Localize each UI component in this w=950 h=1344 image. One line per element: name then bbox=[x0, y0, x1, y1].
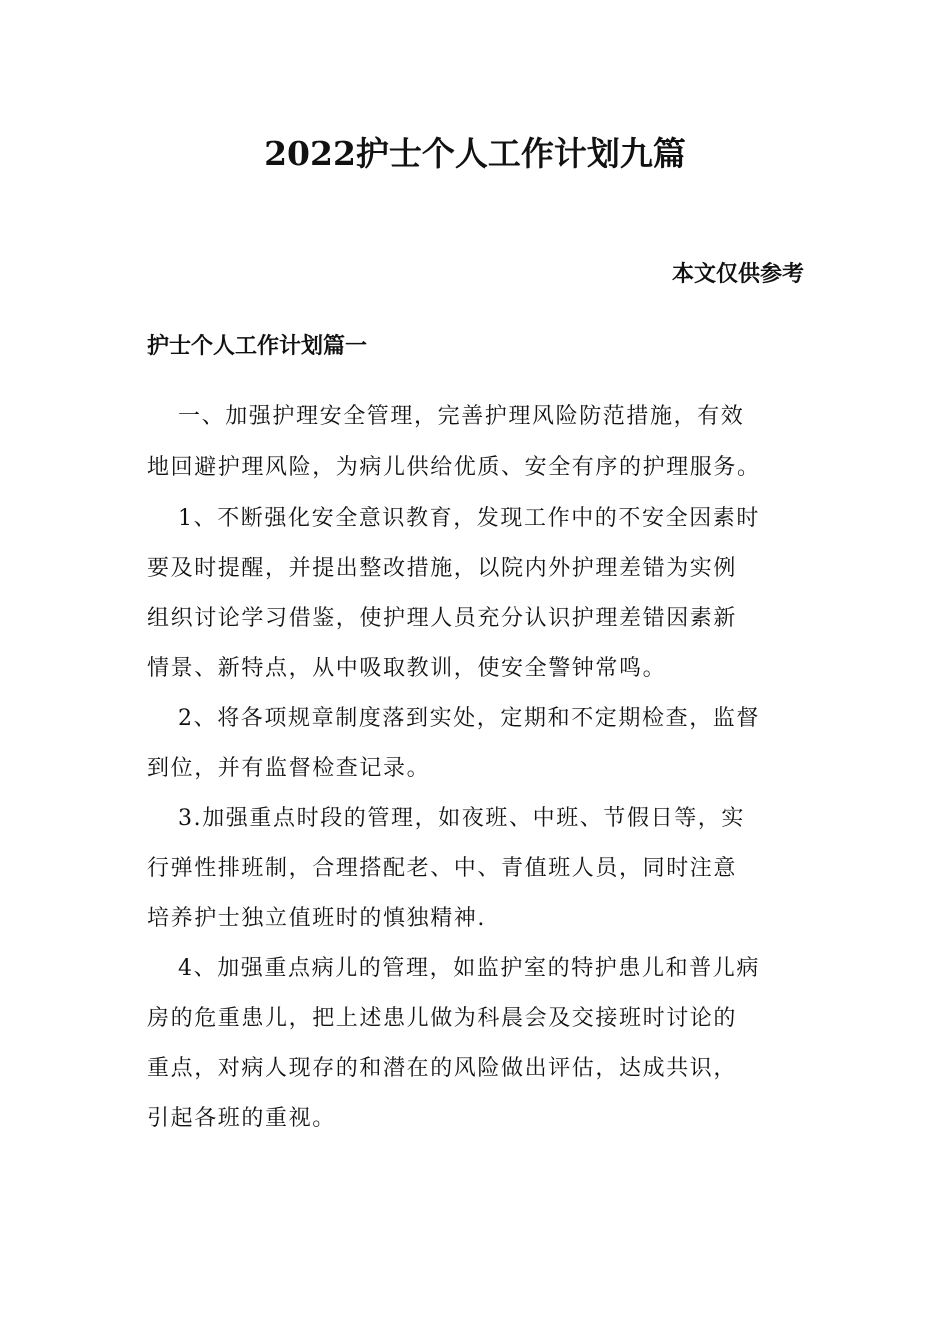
paragraph-line: 情景、新特点，从中吸取教训，使安全警钟常鸣。 bbox=[147, 656, 667, 681]
paragraph-line: 3.加强重点时段的管理，如夜班、中班、节假日等，实 bbox=[178, 806, 745, 831]
paragraph-line: 引起各班的重视。 bbox=[147, 1106, 336, 1131]
paragraph-line: 重点，对病人现存的和潜在的风险做出评估，达成共识， bbox=[147, 1056, 738, 1081]
paragraph-line: 4、加强重点病儿的管理，如监护室的特护患儿和普儿病 bbox=[178, 956, 760, 981]
paragraph-line: 培养护士独立值班时的慎独精神. bbox=[147, 906, 486, 931]
section-heading: 护士个人工作计划篇一 bbox=[147, 333, 368, 359]
paragraph-line: 到位，并有监督检查记录。 bbox=[147, 756, 431, 781]
paragraph-line: 房的危重患儿，把上述患儿做为科晨会及交接班时讨论的 bbox=[147, 1006, 738, 1031]
paragraph-line: 地回避护理风险，为病儿供给优质、安全有序的护理服务。 bbox=[147, 455, 761, 480]
page-title: 2022护士个人工作计划九篇 bbox=[264, 134, 686, 173]
reference-note: 本文仅供参考 bbox=[671, 261, 804, 287]
paragraph-line: 一、加强护理安全管理，完善护理风险防范措施，有效 bbox=[178, 404, 745, 429]
paragraph-line: 行弹性排班制，合理搭配老、中、青值班人员，同时注意 bbox=[147, 856, 738, 881]
paragraph-line: 要及时提醒，并提出整改措施，以院内外护理差错为实例 bbox=[147, 556, 738, 581]
paragraph-line: 1、不断强化安全意识教育，发现工作中的不安全因素时 bbox=[178, 506, 760, 531]
paragraph-line: 组织讨论学习借鉴，使护理人员充分认识护理差错因素新 bbox=[147, 606, 738, 631]
paragraph-line: 2、将各项规章制度落到实处，定期和不定期检查，监督 bbox=[178, 706, 760, 731]
